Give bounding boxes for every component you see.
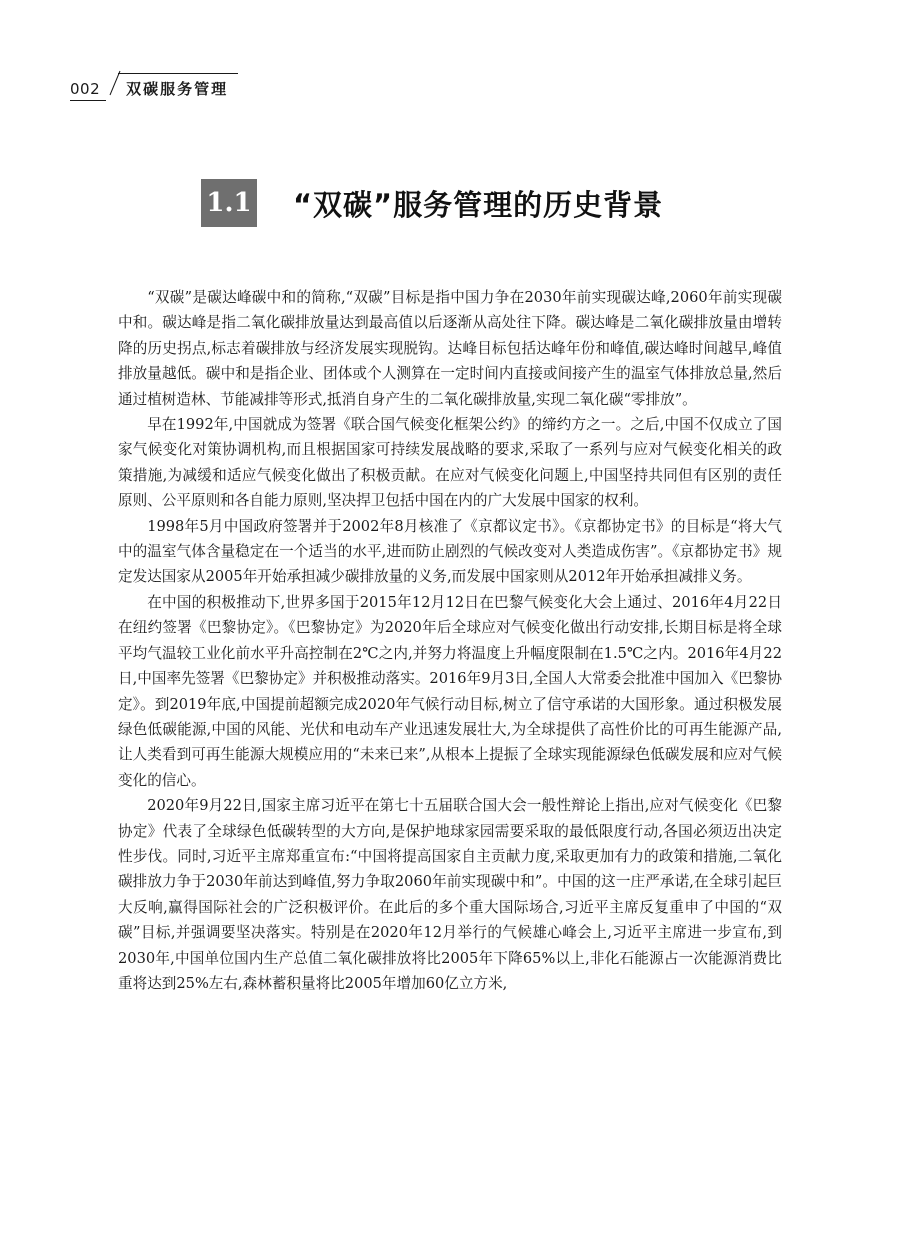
- page-number: [70, 80, 108, 98]
- header-top-rule: [118, 73, 238, 74]
- header-slash-divider: [108, 72, 122, 98]
- section-number-badge: 1.1: [201, 179, 257, 227]
- body-text: [118, 285, 782, 996]
- paragraph: 1998年5月中国政府签署并于2002年8月核准了《京都议定书》。《京都协定书》的目标是“将大气中的温室气体含量稳定在一个适当的水平,进而防止剧烈的气候改变对人类造成伤害”。《京都协定书》规定发达国家从2005年开始承担减少碳排放量的义务,而发展中国家则从2012年开始承担减排义务。: [118, 517, 782, 586]
- running-header: [70, 76, 228, 98]
- section-heading: [201, 178, 663, 228]
- page-number-underline: [70, 100, 106, 101]
- paragraph: 在中国的积极推动下,世界多国于2015年12月12日在巴黎气候变化大会上通过、2016年4月22日在纽约签署《巴黎协定》。《巴黎协定》为2020年后全球应对气候变化做出行动安排,长期目标是将全球平均气温较工业化前水平升高控制在2℃之内,并努力将温度上升幅度限制在1.5℃之内。2016年4月22日,中国率先签署《巴黎协定》并积极推动落实。2016年9月3日,全国人大常委会批准中国加入《巴黎协定》。到2019年底,中国提前超额完成2020年气候行动目标,树立了信守承诺的大国形象。通过积极发展绿色低碳能源,中国的风能、光伏和电动车产业迅速发展壮大,为全球提供了高性价比的可再生能源产品,让人类看到可再生能源大规模应用的“未来已来”,从根本上提振了全球实现能源绿色低碳发展和应对气候变化的信心。: [118, 593, 782, 789]
- book-title: 双碳服务管理: [126, 80, 229, 98]
- page-number-text: 002: [70, 80, 101, 98]
- paragraph: 早在1992年,中国就成为签署《联合国气候变化框架公约》的缔约方之一。之后,中国不仅成立了国家气候变化对策协调机构,而且根据国家可持续发展战略的要求,采取了一系列与应对气候变化相关的政策措施,为减缓和适应气候变化做出了积极贡献。在应对气候变化问题上,中国坚持共同但有区别的责任原则、公平原则和各自能力原则,坚决捍卫包括中国在内的广大发展中国家的权利。: [118, 416, 782, 510]
- section-title: “双碳”服务管理的历史背景: [293, 187, 664, 222]
- paragraph: “双碳”是碳达峰碳中和的简称,“双碳”目标是指中国力争在2030年前实现碳达峰,2060年前实现碳中和。碳达峰是指二氧化碳排放量达到最高值以后逐渐从高处往下降。碳达峰是二氧化碳排放量由增转降的历史拐点,标志着碳排放与经济发展实现脱钩。达峰目标包括达峰年份和峰值,碳达峰时间越早,峰值排放量越低。碳中和是指企业、团体或个人测算在一定时间内直接或间接产生的温室气体排放总量,然后通过植树造林、节能减排等形式,抵消自身产生的二氧化碳排放量,实现二氧化碳“零排放”。: [118, 289, 782, 408]
- paragraph: 2020年9月22日,国家主席习近平在第七十五届联合国大会一般性辩论上指出,应对气候变化《巴黎协定》代表了全球绿色低碳转型的大方向,是保护地球家园需要采取的最低限度行动,各国必须迈出决定性步伐。同时,习近平主席郑重宣布:“中国将提高国家自主贡献力度,采取更加有力的政策和措施,二氧化碳排放力争于2030年前达到峰值,努力争取2060年前实现碳中和”。中国的这一庄严承诺,在全球引起巨大反响,赢得国际社会的广泛积极评价。在此后的多个重大国际场合,习近平主席反复重申了中国的“双碳”目标,并强调要坚决落实。特别是在2020年12月举行的气候雄心峰会上,习近平主席进一步宣布,到2030年,中国单位国内生产总值二氧化碳排放将比2005年下降65%以上,非化石能源占一次能源消费比重将达到25%左右,森林蓄积量将比2005年增加60亿立方米,: [118, 797, 782, 992]
